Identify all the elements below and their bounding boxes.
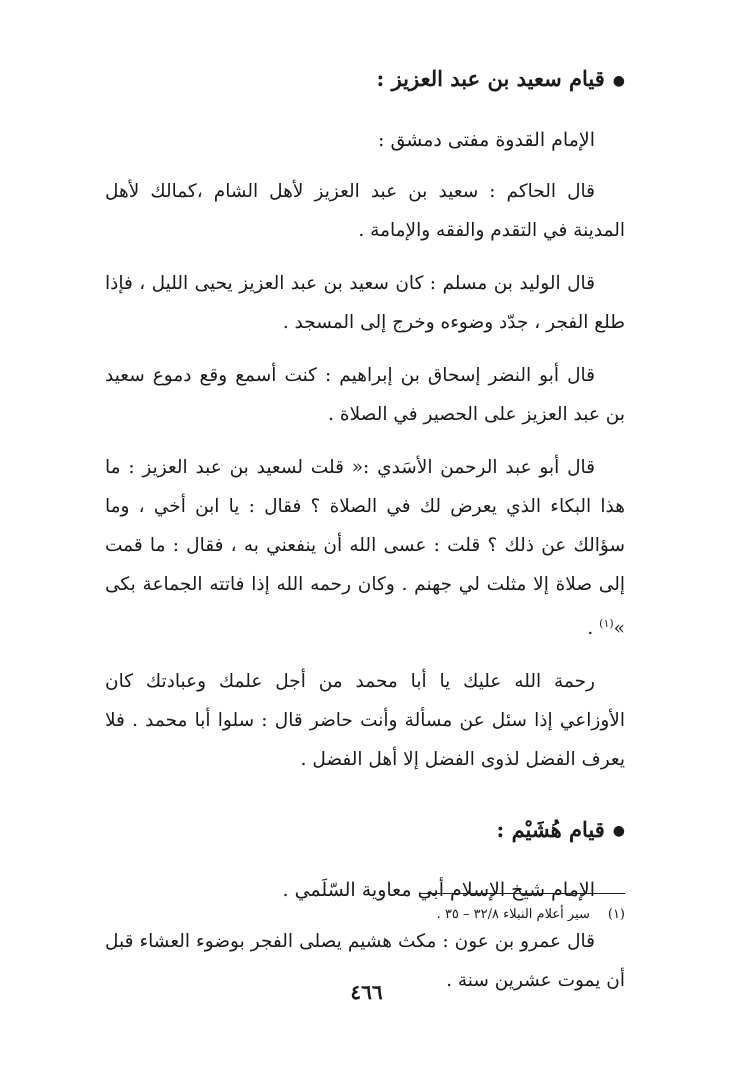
paragraph-end-mark: . bbox=[587, 617, 600, 639]
paragraph-with-note bbox=[105, 448, 625, 648]
paragraph: قال أبو النضر إسحاق بن إبراهيم : كنت أسمع وقع دموع سعيد بن عبد العزيز على الحصير في الصلاة . bbox=[105, 364, 625, 425]
bullet-icon: ● bbox=[612, 72, 625, 89]
footnote-divider bbox=[420, 893, 625, 894]
section-heading-text: قيام هُشَيْم : bbox=[496, 816, 605, 842]
section-heading-text: قيام سعيد بن عبد العزيز : bbox=[376, 66, 605, 91]
page-number: ٤٦٦ bbox=[350, 980, 383, 1004]
paragraph: قال عمرو بن عون : مكث هشيم يصلى الفجر بوضوء العشاء قبل أن يموت عشرين سنة . bbox=[105, 931, 625, 992]
footnote-number: (١) bbox=[607, 907, 625, 922]
paragraph-text: قال أبو عبد الرحمن الأسَدي :« قلت لسعيد بن عبد العزيز : ما هذا البكاء الذي يعرض لك في الصلاة ؟ فقال : يا ابن أخي ، وما سؤالك عن ذلك ؟ قلت : عسى الله أن ينفعني به ، فقال : ما قمت إلى صلاة إلا مثلت لي جهنم . وكان رحمه الله إذا فاتته الجماعة بكى » bbox=[105, 456, 625, 639]
section-intro: الإمام شيخ الإسلام أبي معاوية السّلَمي . bbox=[282, 879, 595, 902]
bullet-icon: ● bbox=[612, 823, 625, 840]
section-heading-said bbox=[105, 58, 625, 102]
footnote-text: سير أعلام النبلاء ٣٢/٨ – ٣٥ . bbox=[436, 907, 590, 922]
footnote-reference[interactable]: (١) bbox=[599, 616, 614, 630]
footnote bbox=[105, 903, 625, 927]
section-heading-hushaym bbox=[105, 809, 625, 853]
section-intro: الإمام القدوة مفتى دمشق : bbox=[378, 128, 595, 151]
page-body bbox=[105, 58, 625, 1014]
paragraph: قال الحاكم : سعيد بن عبد العزيز لأهل الشام ،كمالك لأهل المدينة في التقدم والفقه والإمامة . bbox=[105, 180, 625, 241]
paragraph: قال الوليد بن مسلم : كان سعيد بن عبد العزيز يحيى الليل ، فإذا طلع الفجر ، جدّد وضوءه وخرج إلى المسجد . bbox=[105, 272, 625, 333]
paragraph: رحمة الله عليك يا أبا محمد من أجل علمك وعبادتك كان الأوزاعي إذا سئل عن مسألة وأنت حاضر قال : سلوا أبا محمد . فلا يعرف الفضل لذوى الفضل إلا أهل الفضل . bbox=[105, 670, 625, 770]
